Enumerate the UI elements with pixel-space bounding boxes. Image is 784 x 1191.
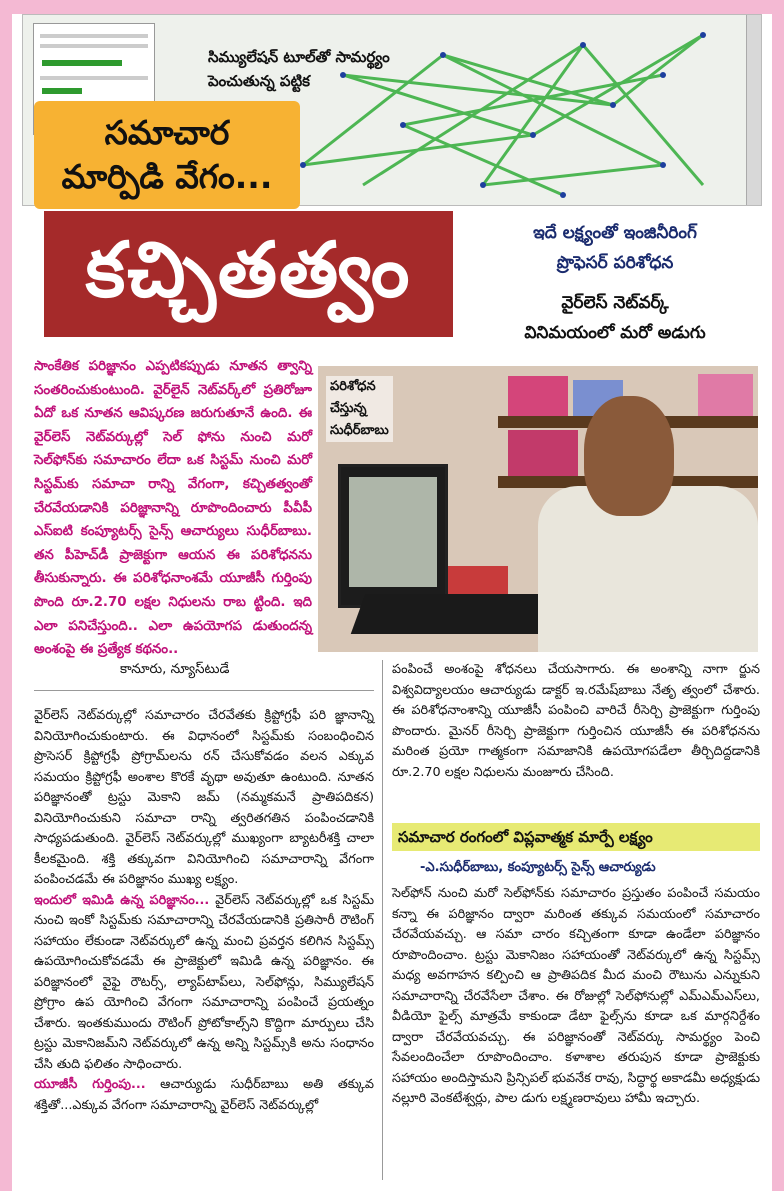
computer-monitor — [338, 464, 448, 608]
article-column-3 — [392, 884, 760, 1110]
network-graph — [283, 15, 723, 205]
top-border — [0, 0, 784, 14]
researcher-photo — [318, 366, 758, 652]
kicker-box — [34, 101, 300, 209]
left-border — [0, 0, 12, 1191]
section-lead: యూజీసీ గుర్తింపు... — [34, 1077, 146, 1092]
right-border — [772, 0, 784, 1191]
person-head — [584, 396, 674, 516]
side-heading-4: వినిమయంలో మరో అడుగు — [524, 323, 706, 343]
side-heading-2: ప్రొఫెసర్ పరిశోధన — [556, 253, 674, 273]
sub-heading: సమాచార రంగంలో విప్లవాత్మక మార్పే లక్ష్యం — [392, 823, 760, 851]
paragraph: పంపించే అంశంపై శోధనలు చేయసాగారు. ఈ అంశాన్ని నాగా ర్జున విశ్వవిద్యాలయం ఆచార్యుడు డాక్టర్ ఇ.రమేష్‌బాబు నేతృ త్వంలో చేశారు. ఈ పరిశోధనాంశాన్ని యూజీసీ పంపించి వారిచే రీసెర్చి ప్రాజెక్టుగా గుర్తింపు పొందారు. మైనర్ రీసెర్చి ప్రాజెక్టుగా గుర్తించిన యూజీసీ ఈ పరిశోధనను మరింత ప్రయో గాత్మకంగా సమాజానికి ఉపయోగపడేలా తీర్చిదిద్దడానికి రూ.2.70 లక్షల నిధులను మంజూరు చేసింది. — [392, 662, 760, 780]
kicker-line-1: సమాచార — [104, 113, 230, 152]
article-column-1 — [34, 706, 374, 1116]
main-headline: కచ్చితత్వం — [85, 225, 412, 314]
section-lead: ఇందులో ఇమిడి ఉన్న పరిజ్ఞానం... — [34, 892, 210, 908]
divider — [34, 690, 374, 691]
banner-caption: సిమ్యులేషన్ టూల్‌తో సామర్థ్యం పెంచుతున్న పట్టిక — [208, 48, 390, 90]
scrollbar — [746, 15, 761, 205]
article-column-2 — [392, 660, 760, 783]
byline: కానూరు, న్యూస్‌టుడే — [120, 662, 230, 677]
side-heading-1: ఇదే లక్ష్యంతో ఇంజినీరింగ్ — [533, 223, 697, 243]
paragraph: సెల్‌ఫోన్ నుంచి మరో సెల్‌ఫోన్‌కు సమాచారం ప్రస్తుతం పంపించే సమయం కన్నా ఈ పరిజ్ఞానం ద్వారా మరింత తక్కువ సమయంలో సమాచారం చేరవేయవచ్చు. ఆ సమా చారం కచ్చితంగా కూడా ఉండేలా పరిజ్ఞానం రూపొందించాం. ట్రస్టు మెకానిజం సహాయంతో నెట్‌వర్కులో ఉన్న సిస్టమ్స్ మధ్య అవగాహన కల్పించి ఆ ప్రాతిపదిక మీద మంచి రౌటును ఎన్నుకుని సమాచారాన్ని చేరవేసేలా చేశాం. ఈ రోజుల్లో సెల్‌ఫోనుల్లో ఎమ్ఎమ్ఎస్‌లు, వీడియో ఫైల్స్ మాత్రమే కాకుండా డేటా ఫైల్స్‌ను కూడా ఒక మార్గనిర్దేశం ద్వారా చేరవేయవచ్చు. ఈ పరిజ్ఞానంతో నెట్‌వర్కు సామర్థ్యం పెంచి సేవలందించేలా రూపొందించాం. కళాశాల తరుపున కూడా ప్రాజెక్టుకు సహాయం అందిస్తామని ప్రిన్సిపల్ భువనేక రావు, సిద్ధార్థ అకాడమీ అధ్యక్షుడు నల్లూరి వెంకటేశ్వర్లు, పాల డుగు లక్ష్మణరావులు హామీ ఇచ్చారు. — [392, 886, 760, 1106]
main-headline-box — [44, 211, 453, 337]
keyboard — [351, 594, 556, 634]
column-divider — [382, 660, 383, 1180]
kicker-line-2: మార్పిడి వేగం... — [61, 157, 273, 196]
paragraph: యూజీసీ గుర్తింపు... ఆచార్యుడు సుధీర్‌బాబు అతి తక్కువ శక్తితో...ఎక్కువ వేగంగా సమాచారాన్ని వైర్‌లెస్ నెట్‌వర్కుల్లో — [34, 1077, 375, 1113]
paragraph: ఇందులో ఇమిడి ఉన్న పరిజ్ఞానం... వైర్‌లెస్ నెట్‌వర్కుల్లో ఒక సిస్టమ్ నుంచి ఇంకో సిస్టమ్‌కు సమాచారాన్ని చేరవేయడానికి ప్రతిసారీ రౌటింగ్ సహాయం లేకుండా నెట్‌వర్కులో ఉన్న మంచి ప్రవర్తన కలిగిన సిస్టమ్స్ ఉపయోగించుకోవడమే ఈ ప్రాజెక్టులో ఇమిడి ఉన్న పరిజ్ఞానం. ఈ పరిజ్ఞానంలో వైఫై రౌటర్స్, ల్యాప్‌టాప్‌లు, సెల్‌ఫోన్లు, సిమ్యులేషన్ ప్రోగ్రాం ఉప యోగించి వేగంగా సమాచారాన్ని పంపించే ప్రయత్నం చేశారు. ఇంతకుముందు రౌటింగ్ ప్రోటోకాల్స్‌ని కొద్దిగా మార్పులు చేసి ట్రస్టు మెకానిజమ్‌ని నెట్‌వర్కులో ఉన్న అన్ని సిస్టమ్స్‌కి అను సంధానం చేసి తుది ఫలితం సాధించారు. — [34, 892, 375, 1072]
intro-paragraph: సాంకేతిక పరిజ్ఞానం ఎప్పటికప్పుడు నూతన త్వాన్ని సంతరించుకుంటుంది. వైర్‌లైన్ నెట్‌వర్క్‌లో ప్రతిరోజూ ఏదో ఒక నూతన ఆవిష్కరణ జరుగుతూనే ఉంది. ఈ వైర్‌లెస్ నెట్‌వర్కుల్లో సెల్ ఫోను నుంచి మరో సెల్‌ఫోన్‌కు సమాచారం లేదా ఒక సిస్టమ్ నుంచి మరో సిస్టమ్‌కు సమాచా రాన్ని వేగంగా, కచ్చితత్వంతో చేరవేయడానికి పరిజ్ఞానాన్ని రూపొందించారు పీవీపీ ఎస్ఐటి కంప్యూటర్స్ సైన్స్ ఆచార్యులు సుధీర్‌బాబు. తన పీహెచ్‌డీ ప్రాజెక్టుగా ఆయన ఈ పరిశోధనను తీసుకున్నారు. ఈ పరిశోధనాంశమే యూజీసీ గుర్తింపు పొంది రూ.2.70 లక్షల నిధులను రాబ ట్టింది. ఇది ఎలా పనిచేస్తుంది.. ఎలా ఉపయోగప డుతుందన్న అంశంపై ఈ ప్రత్యేక కథనం.. — [34, 359, 312, 658]
photo-caption: పరిశోధన చేస్తున్న సుధీర్‌బాబు — [326, 376, 393, 442]
paragraph: వైర్‌లెస్ నెట్‌వర్కుల్లో సమాచారం చేరవేతకు క్రిప్టోగ్రఫీ పరి జ్ఞానాన్ని వినియోగించుకుంటారు. ఈ విధానంలో సిస్టమ్‌కు సంబంధించిన ప్రొసెసర్ క్రిప్టోగ్రఫీ ప్రోగ్రామ్‌లను రన్ చేసుకోవడం వలన ఎక్కువ సమయం క్రిప్టోగ్రఫీ అంశాల కొరకే వృథా అవుతూ ఉంటుంది. నూతన పరిజ్ఞానంతో ట్రస్టు మెకాని జమ్ (నమ్మకమనే ప్రాతిపదికన) వినియోగించుకుని సమాచా రాన్ని త్వరితగతిన పంపించడానికి సాధ్యపడుతుంది. వైర్‌లెస్ నెట్‌వర్కుల్లో ముఖ్యంగా బ్యాటరీశక్తి చాలా కీలకమైంది. శక్తి తక్కువగా వినియోగించి సమాచారాన్ని వేగంగా పంపించడమే ఈ పరిజ్ఞానం ముఖ్య లక్ష్యం. — [34, 708, 374, 887]
quote-credit: -ఎ.సుధీర్‌బాబు, కంప్యూటర్స్ సైన్స్ ఆచార్యుడు — [420, 860, 656, 875]
side-heading-3: వైర్‌లెస్ నెట్‌వర్క్ — [561, 293, 669, 313]
side-headings — [470, 218, 760, 348]
